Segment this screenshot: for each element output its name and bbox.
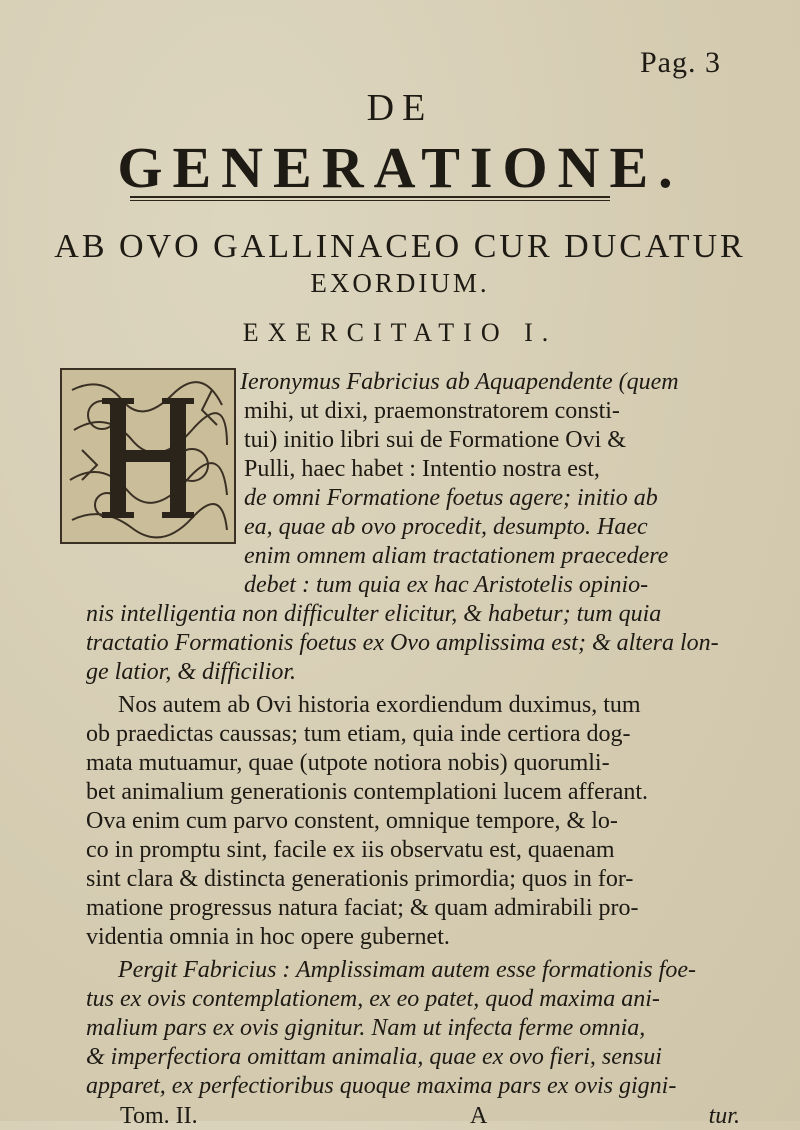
text-line: Pergit Fabricius : Amplissimam autem esse formationis foe- (118, 957, 696, 983)
text-line: de omni Formatione foetus agere; initio ab (244, 485, 658, 511)
text-line: ea, quae ab ovo procedit, desumpto. Haec (244, 514, 648, 540)
page-title: GENERATIONE. (117, 135, 683, 200)
text-line: debet : tum quia ex hac Aristotelis opinio- (244, 572, 649, 598)
text-line: co in promptu sint, facile ex iis observatu est, quaenam (86, 837, 615, 863)
text-line: ob praedictas caussas; tum etiam, quia inde certiora dog- (86, 721, 631, 747)
text-line: tui) initio libri sui de Formatione Ovi & (244, 427, 626, 453)
decorated-initial-h (60, 368, 236, 544)
volume-mark: Tom. II. (120, 1103, 198, 1129)
text-line: Ieronymus Fabricius ab Aquapendente (quem (240, 369, 679, 395)
text-line: Pulli, haec habet : Intentio nostra est, (244, 456, 600, 482)
ornament-icon (62, 370, 234, 542)
text-line: sint clara & distincta generationis primordia; quos in for- (86, 866, 634, 892)
text-line: Ova enim cum parvo constent, omnique tempore, & lo- (86, 808, 618, 834)
chapter-subtitle-line2: EXORDIUM. (310, 268, 490, 298)
section-heading: EXERCITATIO I. (242, 318, 558, 347)
page-footer (120, 1103, 740, 1130)
text-line: videntia omnia in hoc opere gubernet. (86, 924, 450, 950)
text-line: enim omnem aliam tractationem praecedere (244, 543, 669, 569)
text-line: matione progressus natura faciat; & quam admirabili pro- (86, 895, 639, 921)
text-line: tus ex ovis contemplationem, ex eo patet, quod maxima ani- (86, 986, 660, 1012)
text-line: tractatio Formationis foetus ex Ovo amplissima est; & altera lon- (86, 630, 719, 656)
text-line: bet animalium generationis contemplationi lucem afferant. (86, 779, 649, 805)
text-line: ge latior, & difficilior. (86, 659, 297, 685)
text-line: apparet, ex perfectioribus quoque maxima pars ex ovis gigni- (86, 1073, 677, 1099)
chapter-subtitle-line1: AB OVO GALLINACEO CUR DUCATUR (54, 228, 746, 265)
text-line: malium pars ex ovis gignitur. Nam ut infecta ferme omnia, (86, 1015, 646, 1041)
title-rule (130, 196, 610, 201)
page-number: Pag. 3 (640, 46, 721, 79)
title-prefix: DE (366, 87, 434, 129)
text-line: mihi, ut dixi, praemonstratorem consti- (244, 398, 620, 424)
catchword: tur. (708, 1103, 740, 1129)
text-line: mata mutuamur, quae (utpote notiora nobis) quorumli- (86, 750, 610, 776)
text-line: Nos autem ab Ovi historia exordiendum duximus, tum (118, 692, 641, 718)
text-line: nis intelligentia non difficulter elicitur, & habetur; tum quia (86, 601, 662, 627)
text-line: & imperfectiora omittam animalia, quae ex ovo fieri, sensui (86, 1044, 662, 1070)
signature-mark: A (470, 1103, 488, 1129)
